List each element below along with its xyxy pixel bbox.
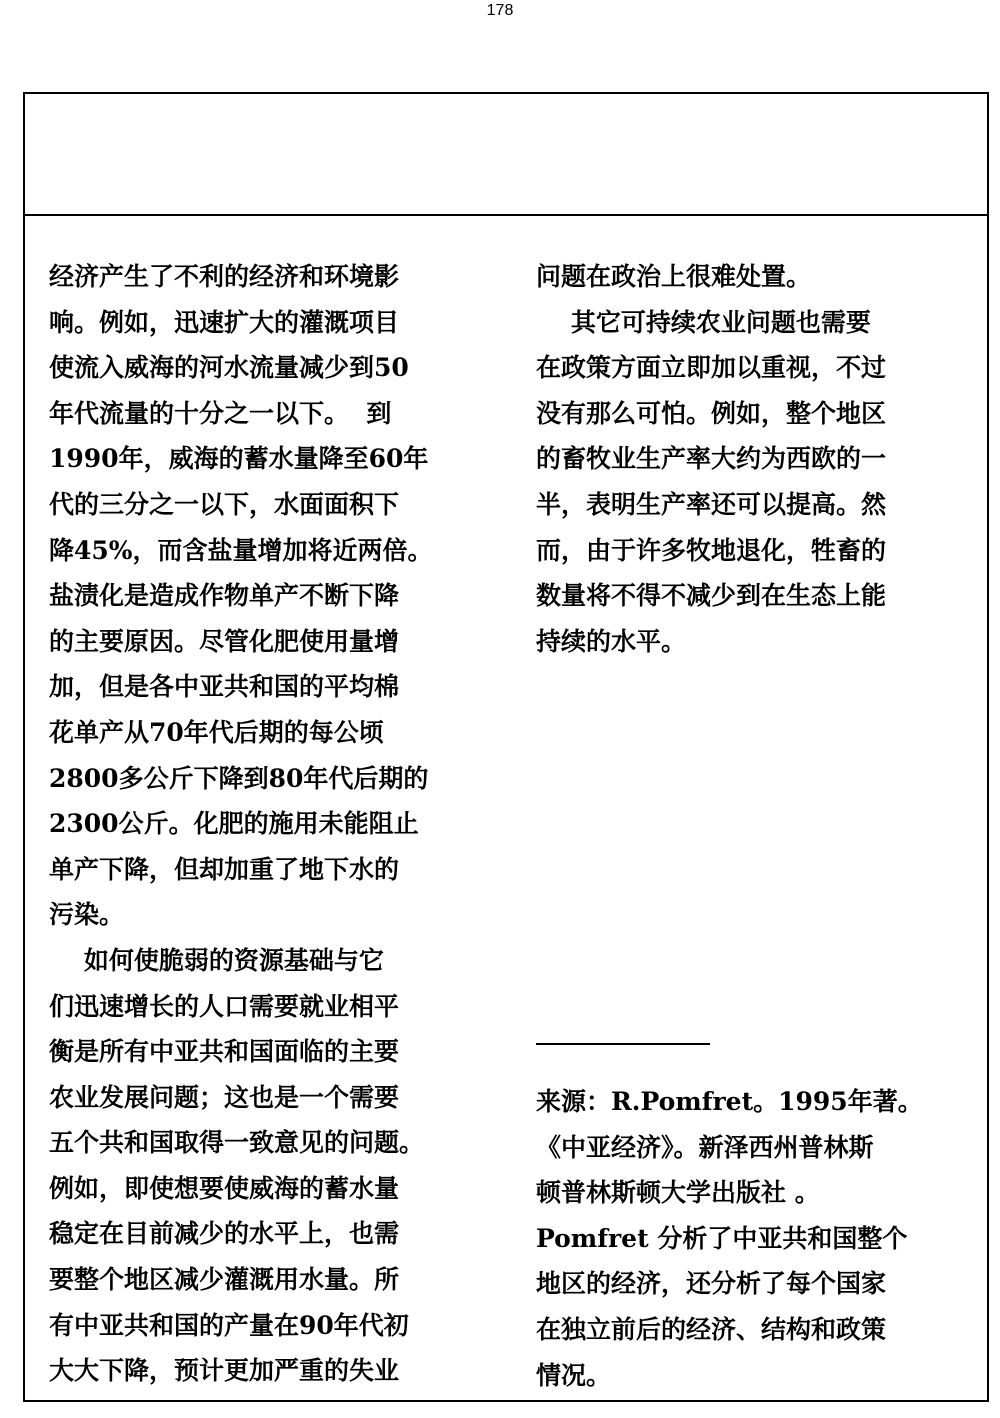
footnote-line: 地区的经济，还分析了每个国家	[536, 1269, 887, 1299]
text-line: 没有那么可怕。例如，整个地区	[536, 398, 887, 428]
footnote-line: 来源：R.Pomfret。1995年著。	[536, 1087, 923, 1116]
text-line: 如何使脆弱的资源基础与它	[49, 945, 384, 975]
text-line: 大大下降，预计更加严重的失业	[49, 1356, 400, 1386]
text-line: 半，表明生产率还可以提高。然	[536, 489, 887, 519]
text-line: 年代流量的十分之一以下。 到	[49, 398, 392, 428]
page-number: 178	[486, 2, 514, 19]
text-line: 盐渍化是造成作物单产不断下降	[49, 581, 400, 611]
text-line: 2800多公斤下降到80年代后期的	[49, 763, 429, 793]
footnote-line: 在独立前后的经济、结构和政策	[536, 1314, 887, 1344]
text-line: 响。例如，迅速扩大的灌溉项目	[49, 307, 400, 337]
text-line: 在政策方面立即加以重视，不过	[536, 353, 887, 383]
footnote	[536, 1079, 954, 1398]
text-line: 问题在政治上很难处置。	[536, 262, 812, 291]
text-line: 降45%，而含盐量增加将近两倍。	[49, 535, 433, 565]
header-divider	[25, 214, 987, 216]
text-line: 代的三分之一以下，水面面积下	[49, 489, 400, 519]
text-line: 而，由于许多牧地退化，牲畜的	[536, 535, 887, 565]
text-line: 稳定在目前减少的水平上，也需	[49, 1219, 400, 1249]
footnote-line: 情况。	[536, 1360, 612, 1390]
text-line: 持续的水平。	[536, 626, 687, 656]
text-line: 数量将不得不减少到在生态上能	[536, 581, 887, 611]
footnote-rule	[536, 1043, 710, 1045]
text-line: 们迅速增长的人口需要就业相平	[49, 991, 400, 1021]
text-line: 污染。	[49, 900, 125, 930]
footnote-line: Pomfret 分析了中亚共和国整个	[536, 1223, 908, 1253]
footnote-line: 顿普林斯顿大学出版社 。	[536, 1178, 820, 1208]
text-line: 要整个地区减少灌溉用水量。所	[49, 1265, 400, 1295]
text-line: 例如，即使想要使威海的蓄水量	[49, 1173, 400, 1203]
text-line: 的主要原因。尽管化肥使用量增	[49, 626, 400, 656]
text-line: 1990年，威海的蓄水量降至60年	[49, 444, 429, 474]
text-line: 五个共和国取得一致意见的问题。	[49, 1128, 425, 1158]
footnote-line: 《中亚经济》。新泽西州普林斯	[536, 1132, 874, 1162]
left-column	[49, 254, 471, 1394]
page-frame	[23, 92, 989, 1402]
text-line: 有中亚共和国的产量在90年代初	[49, 1310, 409, 1340]
text-line: 的畜牧业生产率大约为西欧的一	[536, 444, 887, 474]
right-column	[536, 254, 954, 664]
text-line: 单产下降，但却加重了地下水的	[49, 854, 400, 884]
text-line: 其它可持续农业问题也需要	[536, 307, 871, 337]
text-line: 衡是所有中亚共和国面临的主要	[49, 1037, 400, 1067]
text-line: 农业发展问题；这也是一个需要	[49, 1082, 400, 1112]
text-line: 经济产生了不利的经济和环境影	[49, 262, 400, 291]
text-line: 花单产从70年代后期的每公顷	[49, 717, 384, 747]
text-line: 加，但是各中亚共和国的平均棉	[49, 672, 400, 702]
text-line: 2300公斤。化肥的施用未能阻止	[49, 809, 419, 839]
text-line: 使流入威海的河水流量减少到50	[49, 353, 409, 383]
